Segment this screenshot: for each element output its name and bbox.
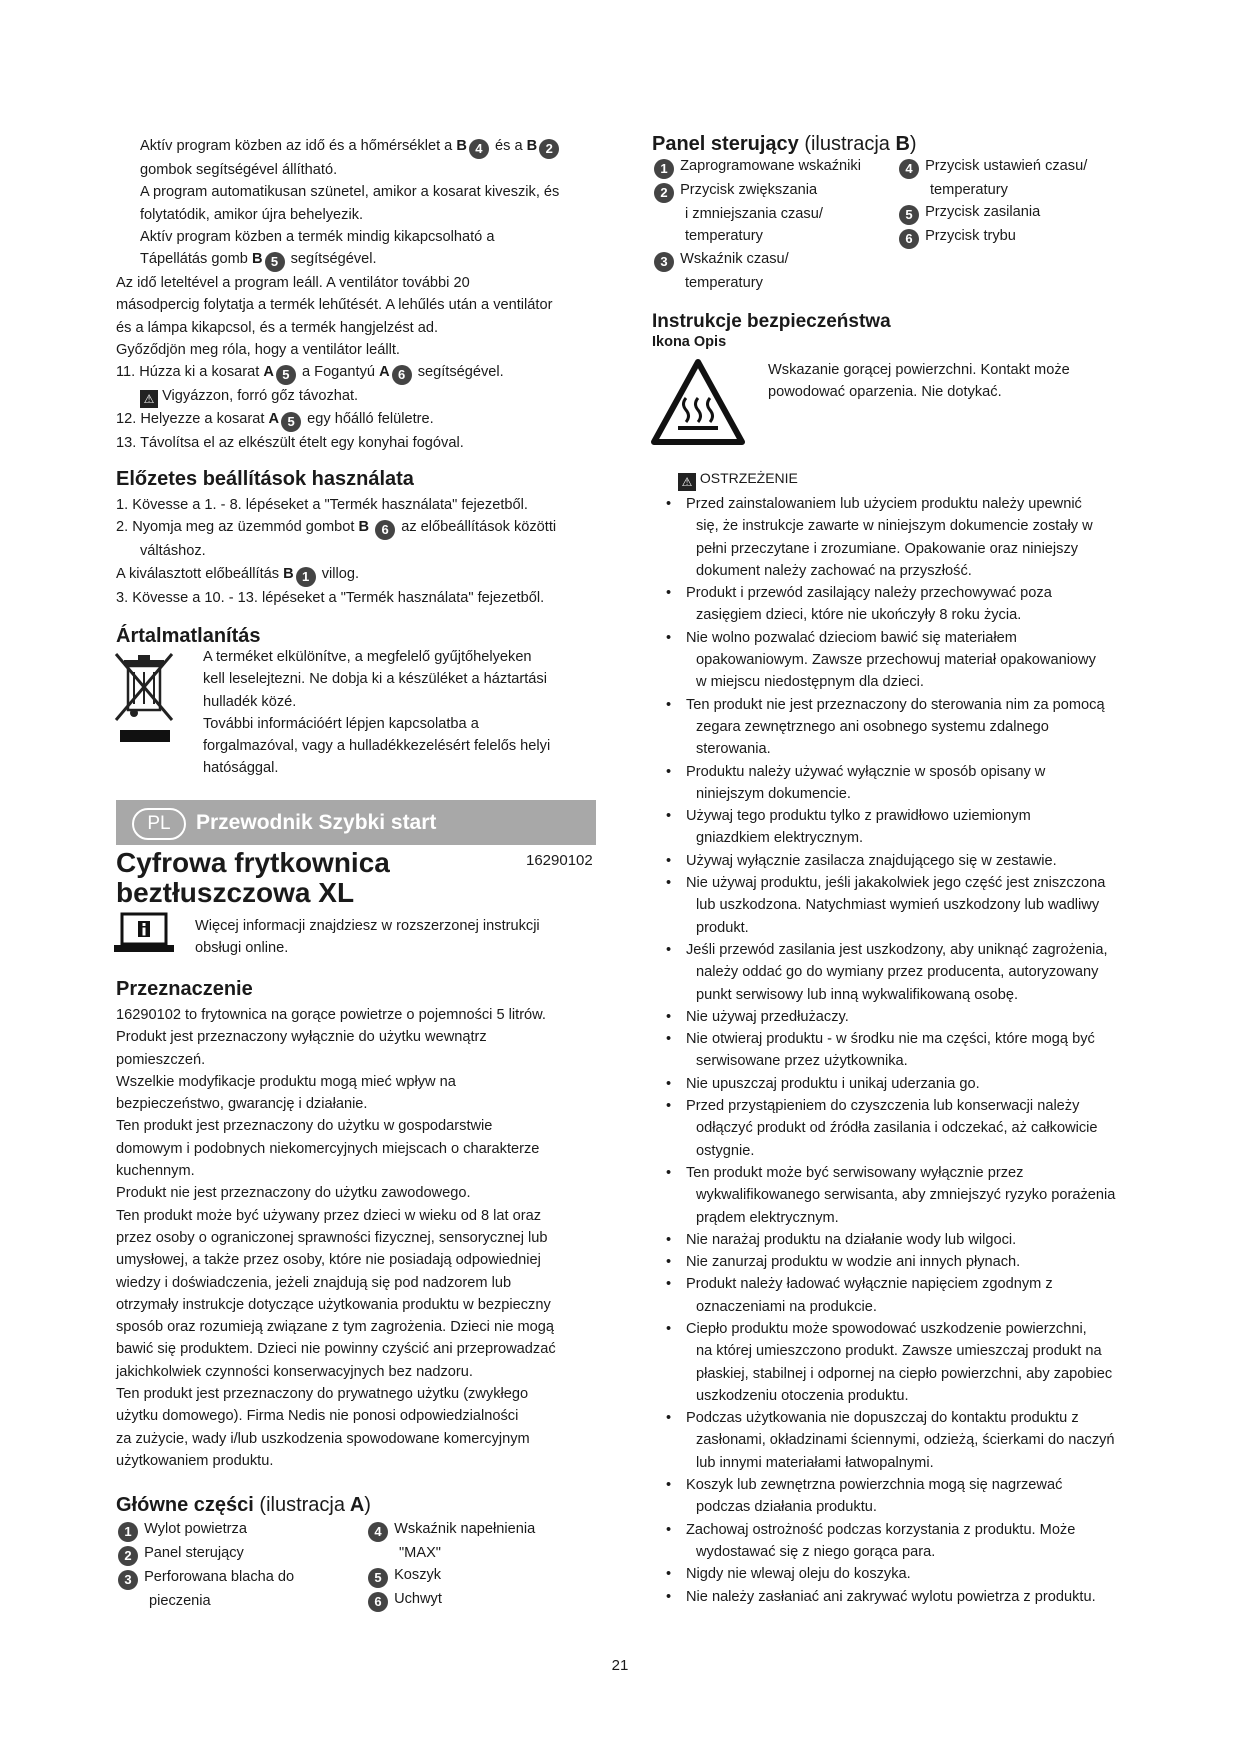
part-item-cont: "MAX" — [399, 1545, 441, 1561]
hu-disposal-text — [203, 646, 550, 780]
part-number: 16290102 — [526, 852, 593, 869]
safety-bullet-cont: na której umieszczono produkt. Zawsze umieszczaj produkt na — [696, 1343, 1102, 1360]
safety-bullet-cont: pełni przeczytane i zrozumiane. Opakowanie oraz niniejszy — [696, 540, 1079, 557]
purpose-line: kuchennym. — [116, 1163, 195, 1180]
hu-step-12: 12. Helyezze a kosarat A 5 egy hőálló felületre. — [116, 408, 596, 432]
safety-title: Instrukcje bezpieczeństwa — [652, 311, 891, 332]
hu-step-line: gombok segítségével állítható. — [140, 162, 338, 178]
safety-bullet: • Produkt i przewód zasilający należy przechowywać poza — [652, 582, 1142, 604]
safety-bullet-cont: ostygnie. — [696, 1142, 755, 1159]
hu-step-line: A program automatikusan szünetel, amikor a kosarat kiveszik, és — [140, 184, 560, 201]
safety-bullet-cont: opakowaniowym. Zawsze przechowuj materiał opakowaniowy — [696, 652, 1096, 669]
purpose-title: Przeznaczenie — [116, 978, 253, 1000]
main-parts-left — [116, 1518, 294, 1612]
panel-item-cont: temperatury — [930, 182, 1008, 198]
panel-item-cont: temperatury — [685, 228, 763, 245]
panel-item: 1 Zaprogramowane wskaźniki — [652, 155, 861, 179]
safety-bullet: • Używaj tego produktu tylko z prawidłowo uziemionym — [652, 805, 1142, 827]
hu-disposal-title: Ártalmatlanítás — [116, 625, 261, 647]
hu-presets-block — [116, 494, 596, 609]
safety-bullet: • Ten produkt może być serwisowany wyłącznie przez — [652, 1162, 1142, 1184]
product-title — [116, 848, 390, 908]
hu-steps-block — [116, 135, 596, 455]
laptop-info-icon — [114, 912, 174, 954]
safety-bullet: • Zachowaj ostrożność podczas korzystania z produktu. Może — [652, 1519, 1142, 1541]
purpose-line: Produkt nie jest przeznaczony do użytku zawodowego. — [116, 1185, 471, 1202]
hu-preset-line: 3. Kövesse a 10. - 13. lépéseket a "Termék használata" fejezetből. — [116, 589, 545, 606]
hu-para-line: Az idő leteltével a program leáll. A ventilátor további 20 — [116, 275, 470, 292]
safety-bullet: • Koszyk lub zewnętrzna powierzchnia mogą się nagrzewać — [652, 1474, 1142, 1496]
online-note-line: Więcej informacji znajdziesz w rozszerzonej instrukcji — [195, 918, 540, 934]
safety-bullet: • Produkt należy ładować wyłącznie napięciem zgodnym z — [652, 1273, 1142, 1295]
safety-bullet: • Nigdy nie wlewaj oleju do koszyka. — [652, 1563, 1142, 1585]
safety-bullet: • Podczas użytkowania nie dopuszczaj do kontaktu produktu z — [652, 1407, 1142, 1429]
panel-item: 2 Przycisk zwiększania — [652, 179, 861, 203]
part-item: 5 Koszyk — [366, 1564, 535, 1588]
hot-desc-line: powodować oparzenia. Nie dotykać. — [768, 384, 1002, 401]
part-item: 6 Uchwyt — [366, 1588, 535, 1612]
warning-label: ⚠ OSTRZEŻENIE — [678, 470, 798, 491]
safety-bullet-cont: zegara zewnętrznego ani osobnego systemu zdalnego — [696, 718, 1049, 735]
part-item: 3 Perforowana blacha do — [116, 1566, 294, 1590]
safety-bullet-cont: gniazdkiem elektrycznym. — [696, 830, 864, 847]
hu-step-line: Aktív program közben az idő és a hőmérséklet a B 4 és a B 2 — [116, 135, 596, 159]
purpose-line: wiedzy i doświadczenia, jeżeli znajdują się pod nadzorem lub — [116, 1274, 512, 1291]
safety-bullet-cont: produkt. — [696, 919, 749, 936]
safety-bullet-cont: wykwalifikowanego serwisanta, aby zmniejszyć ryzyko porażenia — [696, 1187, 1116, 1204]
purpose-line: bawić się produktem. Dzieci nie powinny czyścić ani przeprowadzać — [116, 1341, 556, 1358]
safety-bullet: • Produktu należy używać wyłącznie w sposób opisany w — [652, 761, 1142, 783]
hu-step-11: 11. Húzza ki a kosarat A 5 a Fogantyú A 6 segítségével. — [116, 361, 596, 385]
panel-item: 4 Przycisk ustawień czasu/ — [897, 155, 1087, 179]
part-item: 4 Wskaźnik napełnienia — [366, 1518, 535, 1542]
safety-bullet: • Nie wolno pozwalać dzieciom bawić się materiałem — [652, 627, 1142, 649]
purpose-line: pomieszczeń. — [116, 1051, 206, 1068]
hot-desc-line: Wskazanie gorącej powierzchni. Kontakt może — [768, 362, 1070, 378]
banner-title: Przewodnik Szybki start — [196, 811, 437, 834]
warning-icon: ⚠ — [678, 473, 696, 491]
purpose-line: domowym i podobnych niekomercyjnych miejscach o charakterze — [116, 1140, 540, 1157]
product-title-line2: beztłuszczowa XL — [116, 877, 355, 908]
safety-bullet-cont: w miejscu niedostępnym dla dzieci. — [696, 674, 924, 691]
safety-bullet-cont: prądem elektrycznym. — [696, 1209, 839, 1226]
purpose-line: otrzymały instrukcje dotyczące użytkowania produktu w bezpieczny — [116, 1296, 551, 1313]
main-parts-right — [366, 1518, 535, 1612]
hu-presets-title: Előzetes beállítások használata — [116, 468, 414, 490]
safety-bullet: • Nie należy zasłaniać ani zakrywać wylotu powietrza z produktu. — [652, 1586, 1142, 1608]
hu-preset-line: váltáshoz. — [140, 543, 206, 560]
safety-bullet-cont: podczas działania produktu. — [696, 1499, 877, 1516]
purpose-line: przez osoby o ograniczonej sprawności fizycznej, sensorycznej lub — [116, 1229, 548, 1246]
safety-bullet: • Ten produkt nie jest przeznaczony do sterowania nim za pomocą — [652, 694, 1142, 716]
purpose-line: Produkt jest przeznaczony wyłącznie do użytku wewnątrz — [116, 1029, 487, 1046]
safety-bullet-cont: sterowania. — [696, 741, 771, 758]
purpose-line: użytku domowego). Firma Nedis nie ponosi odpowiedzialności — [116, 1408, 519, 1425]
purpose-line: Ten produkt jest przeznaczony do użytku w gospodarstwie — [116, 1118, 493, 1135]
panel-item: 5 Przycisk zasilania — [897, 201, 1087, 225]
hu-para-line: Győződjön meg róla, hogy a ventilátor leállt. — [116, 342, 400, 359]
safety-bullet-cont: serwisowane przez użytkownika. — [696, 1053, 908, 1070]
panel-item-cont: temperatury — [685, 274, 763, 291]
hu-step-11-warning: ⚠ Vigyázzon, forró gőz távozhat. — [116, 385, 596, 408]
safety-bullet-cont: zasięgiem dzieci, które nie ukończyły 8 roku życia. — [696, 607, 1022, 624]
safety-bullet: • Przed przystąpieniem do czyszczenia lub konserwacji należy — [652, 1095, 1142, 1117]
purpose-line: Ten produkt jest przeznaczony do prywatnego użytku (zwykłego — [116, 1386, 529, 1403]
panel-item: 3 Wskaźnik czasu/ — [652, 248, 861, 272]
wheelie-bin-icon — [114, 650, 176, 745]
safety-bullet: • Przed zainstalowaniem lub użyciem produktu należy upewnić — [652, 493, 1142, 515]
safety-bullet: • Nie otwieraj produktu - w środku nie ma części, które mogą być — [652, 1028, 1142, 1050]
safety-bullet-cont: punkt serwisowy lub inną wykwalifikowaną osobę. — [696, 986, 1019, 1003]
warning-icon: ⚠ — [140, 390, 158, 408]
purpose-line: użytkowaniem produktu. — [116, 1452, 274, 1469]
purpose-line: za zużycie, wady i/lub uszkodzenia spowodowane komercyjnym — [116, 1430, 530, 1447]
safety-bullet-cont: się, że instrukcje zawarte w niniejszym dokumencie zostały w — [696, 518, 1093, 535]
safety-bullet-cont: płaskiej, stabilnej i odpornej na ciepło powierzchni, aby zapobiec — [696, 1365, 1113, 1382]
safety-bullet: • Nie używaj przedłużaczy. — [652, 1006, 1142, 1028]
hot-surface-description — [768, 359, 1070, 404]
panel-item-cont: i zmniejszania czasu/ — [685, 206, 823, 222]
page-number: 21 — [611, 1657, 629, 1674]
hu-step-line: Tápellátás gomb B 5 segítségével. — [116, 248, 596, 272]
purpose-line: 16290102 to frytownica na gorące powietrze o pojemności 5 litrów. — [116, 1007, 546, 1023]
safety-bullet: • Jeśli przewód zasilania jest uszkodzony, aby uniknąć zagrożenia, — [652, 939, 1142, 961]
safety-table-header: Ikona Opis — [652, 334, 727, 350]
hu-step-line: folytatódik, amikor újra behelyezik. — [140, 206, 364, 223]
hu-disposal-line: További információért lépjen kapcsolatba a — [203, 715, 479, 732]
safety-bullet-cont: niniejszym dokumencie. — [696, 785, 851, 802]
online-note-line: obsługi online. — [195, 940, 289, 957]
safety-bullet-cont: uszkodzeniu otoczenia produktu. — [696, 1387, 909, 1404]
hot-surface-icon — [650, 356, 746, 448]
purpose-text — [116, 1004, 556, 1472]
hu-disposal-line: hulladék közé. — [203, 693, 297, 710]
hu-disposal-line: A terméket elkülönítve, a megfelelő gyűjtőhelyeken — [203, 649, 532, 665]
safety-bullet: • Ciepło produktu może spowodować uszkodzenie powierzchni, — [652, 1318, 1142, 1340]
safety-bullet-cont: lub innymi materiałami łatwopalnymi. — [696, 1454, 934, 1471]
safety-bullet: • Używaj wyłącznie zasilacza znajdującego się w zestawie. — [652, 850, 1142, 872]
online-manual-note — [195, 915, 540, 960]
hu-step-13: 13. Távolítsa el az elkészült ételt egy konyhai fogóval. — [116, 435, 464, 452]
panel-item: 6 Przycisk trybu — [897, 225, 1087, 249]
hu-step-line: Aktív program közben a termék mindig kikapcsolható a — [140, 228, 495, 245]
part-item: 1 Wylot powietrza — [116, 1518, 294, 1542]
safety-bullet-cont: należy oddać go do wymiany przez producenta, autoryzowany — [696, 964, 1099, 981]
safety-bullet: • Nie zanurzaj produktu w wodzie ani innych płynach. — [652, 1251, 1142, 1273]
safety-bullet-cont: lub uszkodzona. Natychmiast wymień uszkodzony lub wadliwy — [696, 897, 1100, 914]
part-item-cont: pieczenia — [149, 1593, 211, 1609]
control-panel-left — [652, 155, 861, 294]
hu-para-line: és a lámpa kikapcsol, és a termék hangjelzést ad. — [116, 319, 439, 336]
main-parts-title: Główne części (ilustracja A) — [116, 1494, 371, 1516]
part-item: 2 Panel sterujący — [116, 1542, 294, 1566]
hu-preset-line: A kiválasztott előbeállítás B 1 villog. — [116, 563, 596, 587]
hu-disposal-line: forgalmazóval, vagy a hulladékkezelésért felelős helyi — [203, 738, 551, 755]
safety-bullet: • Nie używaj produktu, jeśli jakakolwiek jego część jest zniszczona — [652, 872, 1142, 894]
safety-bullet-cont: wydostawać się z niego gorąca para. — [696, 1543, 936, 1560]
purpose-line: Ten produkt może być używany przez dzieci w wieku od 8 lat oraz — [116, 1207, 542, 1224]
purpose-line: jakichkolwiek czynności konserwacyjnych bez nadzoru. — [116, 1363, 473, 1380]
product-title-line1: Cyfrowa frytkownica — [116, 847, 390, 878]
purpose-line: bezpieczeństwo, gwarancję i działanie. — [116, 1096, 368, 1113]
safety-bullet: • Nie narażaj produktu na działanie wody lub wilgoci. — [652, 1229, 1142, 1251]
safety-bullet-cont: odłączyć produkt od źródła zasilania i odczekać, aż całkowicie — [696, 1120, 1098, 1137]
purpose-line: Wszelkie modyfikacje produktu mogą mieć wpływ na — [116, 1073, 456, 1090]
control-panel-title: Panel sterujący (ilustracja B) — [652, 133, 917, 155]
quick-start-banner — [116, 800, 596, 845]
hu-preset-line: 2. Nyomja meg az üzemmód gombot B 6 az előbeállítások közötti — [116, 516, 596, 540]
control-panel-right — [897, 155, 1087, 249]
safety-bullet-cont: dokument należy zachować na przyszłość. — [696, 562, 972, 579]
purpose-line: umysłowej, a także przez osoby, które nie posiadają odpowiedniej — [116, 1252, 541, 1269]
safety-bullet-cont: zasłonami, okładzinami ściennymi, odzieżą, ścierkami do naczyń — [696, 1432, 1115, 1449]
safety-bullet: • Nie upuszczaj produktu i unikaj uderzania go. — [652, 1073, 1142, 1095]
hu-preset-line: 1. Kövesse a 1. - 8. lépéseket a "Termék használata" fejezetből. — [116, 497, 528, 513]
hu-disposal-line: kell leselejtezni. Ne dobja ki a készüléket a háztartási — [203, 671, 547, 688]
hu-para-line: másodpercig folytatja a termék lehűtését. A lehűlés után a ventilátor — [116, 297, 553, 314]
language-badge: PL — [132, 808, 186, 840]
safety-bullet-cont: oznaczeniami na produkcie. — [696, 1298, 877, 1315]
hu-disposal-line: hatósággal. — [203, 760, 279, 777]
safety-bullets — [652, 493, 1142, 1608]
purpose-line: sposób oraz rozumieją związane z tym zagrożenia. Dzieci nie mogą — [116, 1319, 555, 1336]
